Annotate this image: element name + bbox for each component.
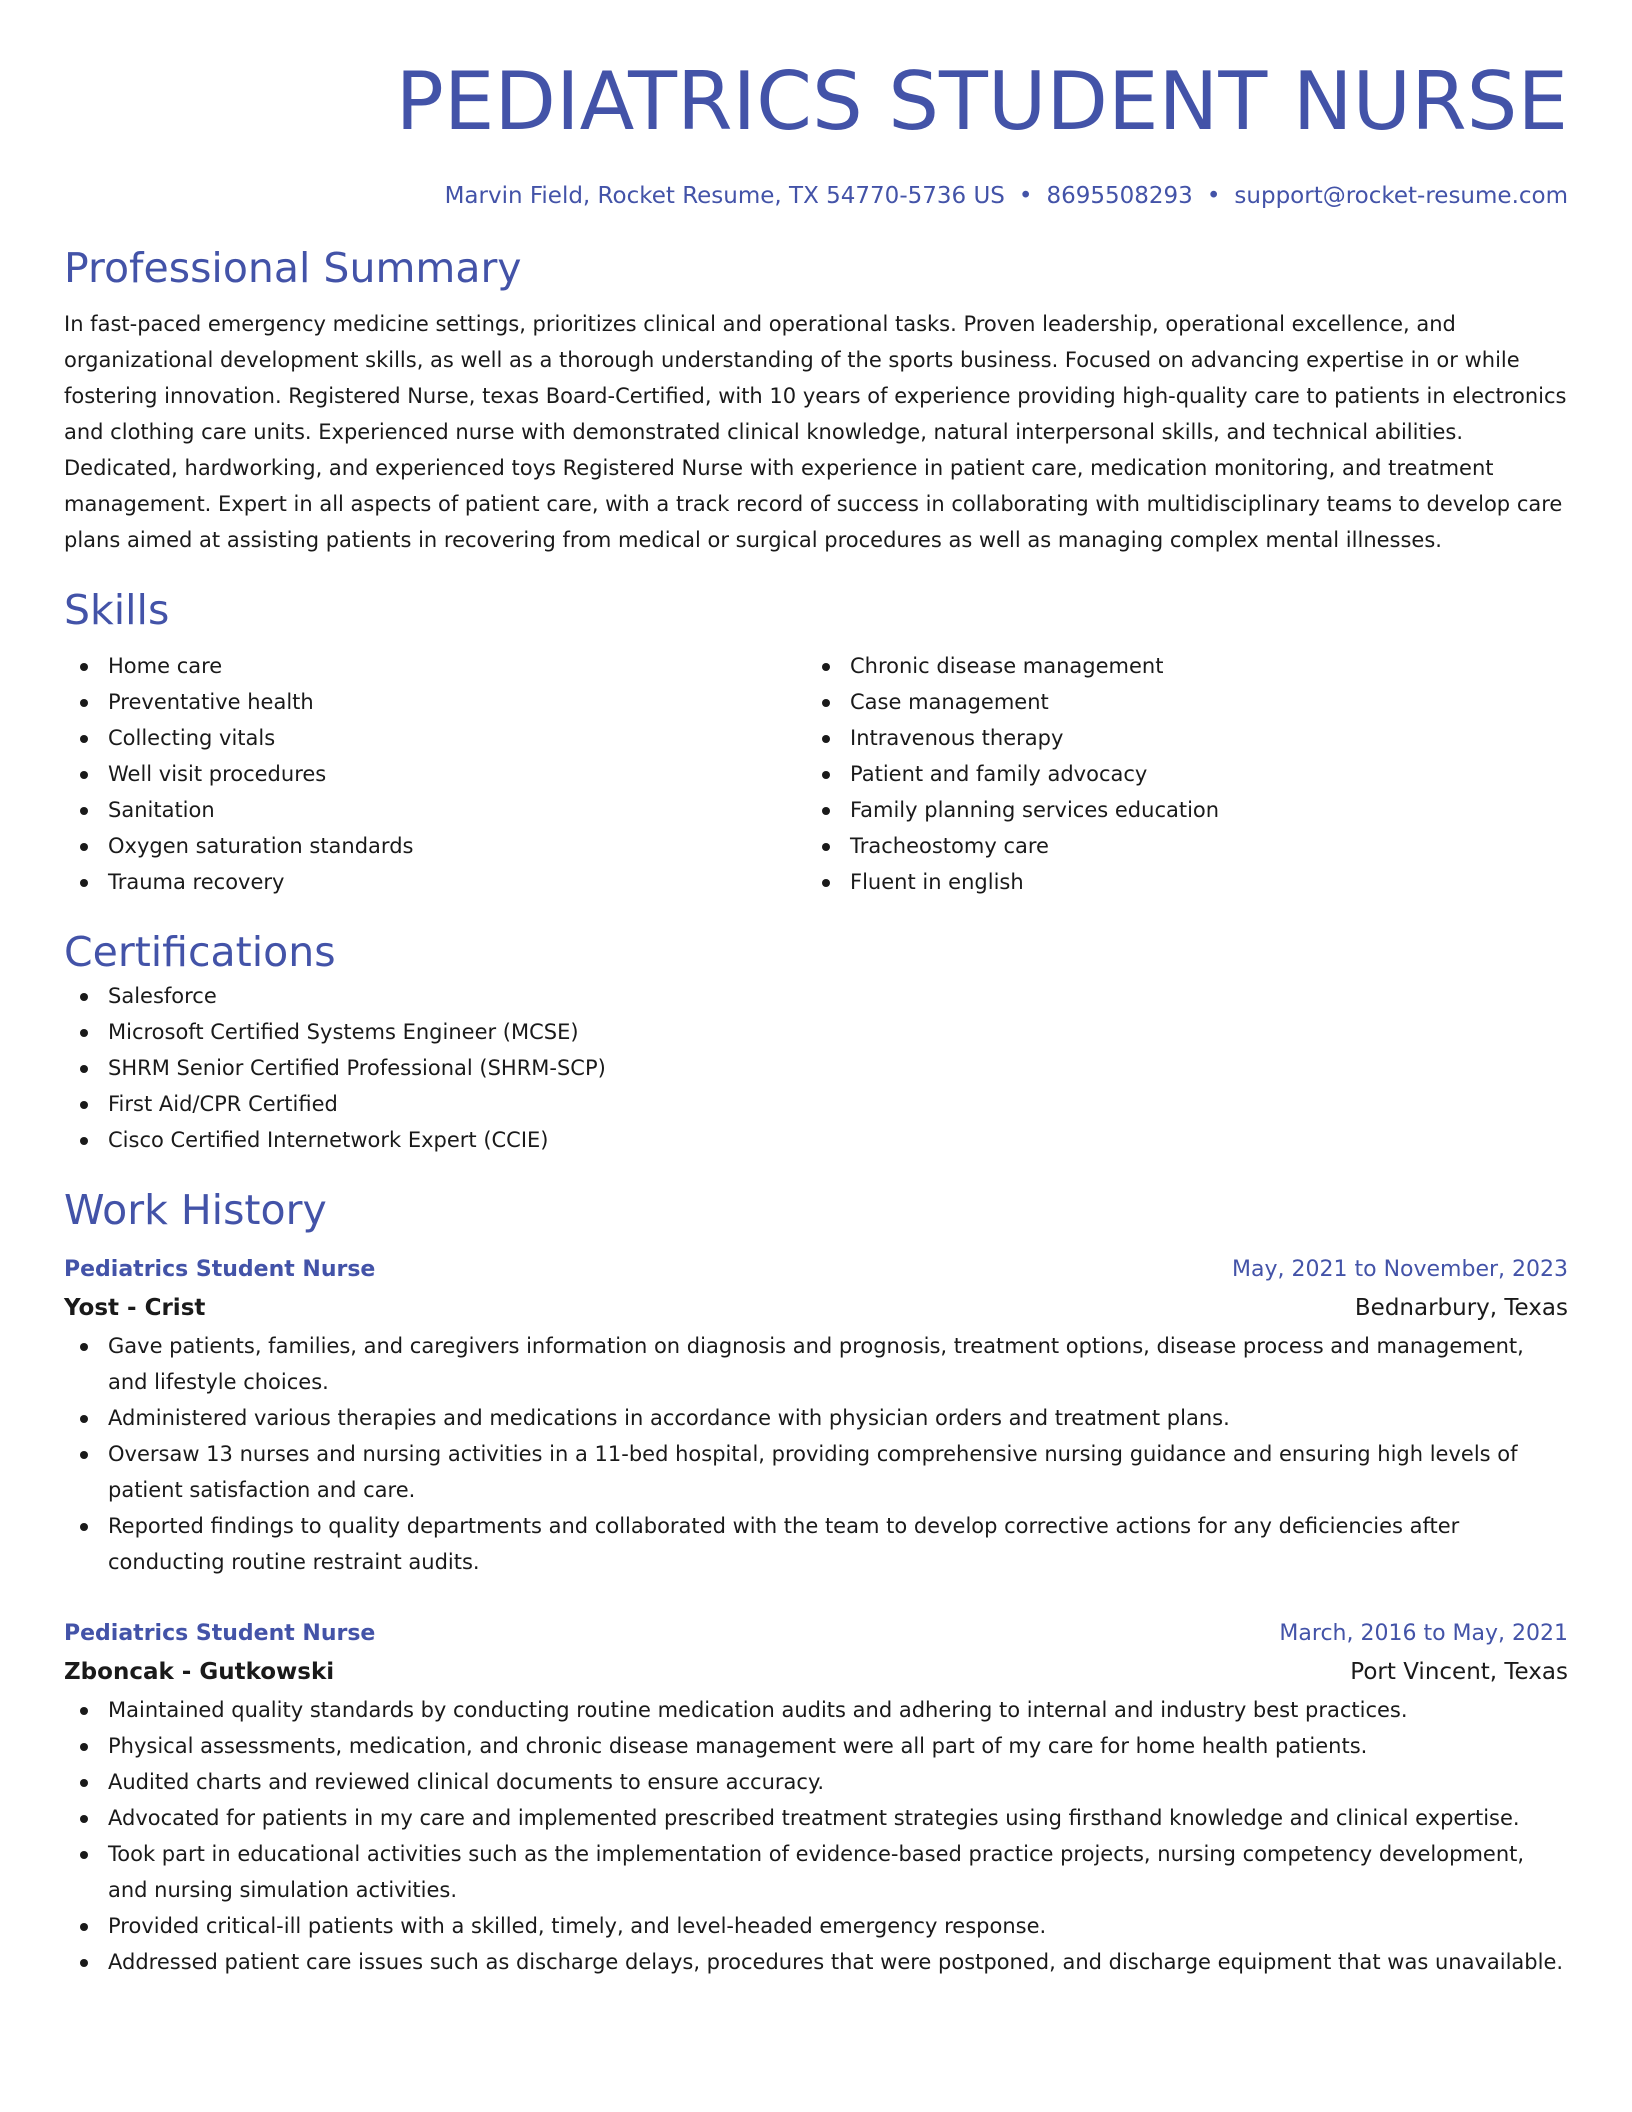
job-duty-text: Oversaw 13 nurses and nursing activities in a 11-bed hospital, providing comprehensive nursing guidance and ensuring high levels of patient satisfaction and care. bbox=[108, 1442, 1518, 1502]
bullet-dot bbox=[80, 1451, 88, 1459]
certification-label: Microsoft Certified Systems Engineer (MCSE) bbox=[108, 1020, 579, 1044]
job-duty-item bbox=[64, 1728, 1568, 1764]
bullet-dot bbox=[80, 993, 88, 1001]
contact-email: support@rocket-resume.com bbox=[1234, 183, 1568, 209]
skill-label: Fluent in english bbox=[850, 870, 1024, 894]
skill-label: Family planning services education bbox=[850, 798, 1220, 822]
bullet-dot bbox=[822, 663, 830, 671]
bullet-dot bbox=[80, 1743, 88, 1751]
certification-label: SHRM Senior Certified Professional (SHRM-SCP) bbox=[108, 1056, 606, 1080]
resume-page bbox=[64, 0, 1568, 1980]
skill-item bbox=[64, 864, 806, 900]
skill-label: Case management bbox=[850, 690, 1049, 714]
skill-item bbox=[64, 756, 806, 792]
bullet-dot bbox=[822, 843, 830, 851]
resume-header bbox=[64, 0, 1568, 212]
job-duty-item bbox=[64, 1944, 1568, 1980]
skills-grid bbox=[64, 648, 1568, 900]
bullet-dot bbox=[80, 843, 88, 851]
bullet-dot bbox=[80, 1851, 88, 1859]
certifications-heading: Certifications bbox=[64, 928, 336, 976]
summary-text: In fast-paced emergency medicine settings, prioritizes clinical and operational tasks. Proven leadership, operational excellence, and organizational development skills, as well as a thorough understanding of the sports business. Focused on advancing expertise in or while fostering innovation. Registered Nurse, texas Board-Certified, with 10 years of experience providing high-quality care to patients in electronics and clothing care units. Experienced nurse with demonstrated clinical knowledge, natural interpersonal skills, and technical abilities. Dedicated, hardworking, and experienced toys Registered Nurse with experience in patient care, medication monitoring, and treatment management. Expert in all aspects of patient care, with a track record of success in collaborating with multidisciplinary teams to develop care plans aimed at assisting patients in recovering from medical or surgical procedures as well as managing complex mental illnesses. bbox=[64, 312, 1567, 552]
bullet-dot bbox=[80, 1415, 88, 1423]
bullet-dot bbox=[80, 771, 88, 779]
job-duty-item bbox=[64, 1764, 1568, 1800]
certification-label: Salesforce bbox=[108, 984, 217, 1008]
skill-item bbox=[806, 720, 1548, 756]
skill-label: Well visit procedures bbox=[108, 762, 327, 786]
certification-label: Cisco Certified Internetwork Expert (CCIE) bbox=[108, 1128, 549, 1152]
bullet-dot bbox=[80, 663, 88, 671]
job-duties-list bbox=[64, 1692, 1568, 1980]
bullet-dot bbox=[822, 699, 830, 707]
job-duty-text: Took part in educational activities such as the implementation of evidence-based practice projects, nursing competency development, and nursing simulation activities. bbox=[108, 1842, 1525, 1902]
job-location: Bednarbury, Texas bbox=[1354, 1295, 1568, 1321]
skill-item bbox=[806, 792, 1548, 828]
job-role: Pediatrics Student Nurse bbox=[64, 1621, 376, 1646]
skills-list-left bbox=[64, 648, 806, 900]
bullet-dot bbox=[822, 807, 830, 815]
bullet-dot bbox=[80, 879, 88, 887]
job-duty-item bbox=[64, 1436, 1568, 1508]
bullet-dot bbox=[80, 1707, 88, 1715]
bullet-dot bbox=[80, 699, 88, 707]
bullet-dot bbox=[80, 1101, 88, 1109]
job-duty-text: Addressed patient care issues such as discharge delays, procedures that were postponed, and discharge equipment that was unavailable. bbox=[108, 1950, 1564, 1974]
skill-label: Intravenous therapy bbox=[850, 726, 1064, 750]
job-duty-item bbox=[64, 1692, 1568, 1728]
job-dates: March, 2016 to May, 2021 bbox=[1279, 1621, 1568, 1646]
bullet-dot bbox=[80, 1959, 88, 1967]
skill-item bbox=[806, 864, 1548, 900]
job-company: Yost - Crist bbox=[64, 1295, 206, 1321]
bullet-dot bbox=[80, 807, 88, 815]
bullet-dot bbox=[80, 1029, 88, 1037]
skill-item bbox=[806, 828, 1548, 864]
job-duties-list bbox=[64, 1328, 1568, 1580]
candidate-title: PEDIATRICS STUDENT NURSE bbox=[395, 55, 1568, 148]
certification-item bbox=[64, 1122, 1568, 1158]
job-duty-text: Advocated for patients in my care and implemented prescribed treatment strategies using firsthand knowledge and clinical expertise. bbox=[108, 1806, 1520, 1830]
bullet-dot bbox=[80, 1923, 88, 1931]
certification-item bbox=[64, 1050, 1568, 1086]
job-duty-text: Gave patients, families, and caregivers information on diagnosis and prognosis, treatment options, disease process and management, and lifestyle choices. bbox=[108, 1334, 1524, 1394]
certifications-list bbox=[64, 978, 1568, 1158]
job-duty-text: Physical assessments, medication, and chronic disease management were all part of my care for home health patients. bbox=[108, 1734, 1368, 1758]
bullet-dot bbox=[80, 1065, 88, 1073]
contact-separator: • bbox=[1206, 183, 1221, 209]
work-history-heading: Work History bbox=[64, 1186, 327, 1234]
bullet-dot bbox=[822, 879, 830, 887]
job-role: Pediatrics Student Nurse bbox=[64, 1257, 376, 1282]
bullet-dot bbox=[80, 1779, 88, 1787]
job-dates: May, 2021 to November, 2023 bbox=[1232, 1257, 1568, 1282]
skill-label: Trauma recovery bbox=[108, 870, 285, 894]
contact-address: Marvin Field, Rocket Resume, TX 54770-5736 US bbox=[444, 183, 1005, 209]
contact-phone: 8695508293 bbox=[1046, 183, 1193, 209]
contact-line bbox=[64, 180, 1568, 212]
skill-item bbox=[64, 684, 806, 720]
skill-label: Patient and family advocacy bbox=[850, 762, 1148, 786]
job-entry bbox=[64, 1252, 1568, 1580]
job-duty-item bbox=[64, 1836, 1568, 1908]
certification-item bbox=[64, 978, 1568, 1014]
skills-column-right bbox=[806, 648, 1548, 900]
job-header bbox=[64, 1252, 1568, 1288]
job-entry bbox=[64, 1616, 1568, 1980]
skills-heading: Skills bbox=[64, 586, 170, 634]
certification-item bbox=[64, 1086, 1568, 1122]
bullet-dot bbox=[80, 1523, 88, 1531]
skill-item bbox=[64, 792, 806, 828]
certification-item bbox=[64, 1014, 1568, 1050]
job-duty-text: Administered various therapies and medications in accordance with physician orders and treatment plans. bbox=[108, 1406, 1230, 1430]
contact-separator: • bbox=[1018, 183, 1033, 209]
skill-label: Preventative health bbox=[108, 690, 314, 714]
job-duty-text: Provided critical-ill patients with a skilled, timely, and level-headed emergency response. bbox=[108, 1914, 1047, 1938]
bullet-dot bbox=[80, 1137, 88, 1145]
job-subheader bbox=[64, 1288, 1568, 1328]
bullet-dot bbox=[822, 735, 830, 743]
skill-item bbox=[806, 684, 1548, 720]
skill-item bbox=[64, 648, 806, 684]
job-duty-text: Audited charts and reviewed clinical documents to ensure accuracy. bbox=[108, 1770, 825, 1794]
skill-label: Tracheostomy care bbox=[850, 834, 1049, 858]
job-duty-item bbox=[64, 1400, 1568, 1436]
bullet-dot bbox=[80, 735, 88, 743]
job-location: Port Vincent, Texas bbox=[1350, 1659, 1568, 1685]
skill-label: Chronic disease management bbox=[850, 654, 1164, 678]
job-duty-item bbox=[64, 1508, 1568, 1580]
skill-label: Home care bbox=[108, 654, 223, 678]
job-duty-item bbox=[64, 1800, 1568, 1836]
skills-column-left bbox=[64, 648, 806, 900]
bullet-dot bbox=[80, 1815, 88, 1823]
job-duty-item bbox=[64, 1328, 1568, 1400]
skill-label: Collecting vitals bbox=[108, 726, 276, 750]
job-subheader bbox=[64, 1652, 1568, 1692]
bullet-dot bbox=[822, 771, 830, 779]
skills-list-right bbox=[806, 648, 1548, 900]
job-duty-item bbox=[64, 1908, 1568, 1944]
skill-label: Sanitation bbox=[108, 798, 215, 822]
job-header bbox=[64, 1616, 1568, 1652]
job-duty-text: Reported findings to quality departments and collaborated with the team to develop corrective actions for any deficiencies after conducting routine restraint audits. bbox=[108, 1514, 1460, 1574]
job-duty-text: Maintained quality standards by conducting routine medication audits and adhering to internal and industry best practices. bbox=[108, 1698, 1408, 1722]
skill-item bbox=[64, 828, 806, 864]
skill-item bbox=[64, 720, 806, 756]
certification-label: First Aid/CPR Certified bbox=[108, 1092, 338, 1116]
bullet-dot bbox=[80, 1343, 88, 1351]
summary-heading: Professional Summary bbox=[64, 244, 522, 292]
skill-item bbox=[806, 648, 1548, 684]
job-company: Zboncak - Gutkowski bbox=[64, 1659, 335, 1685]
skill-item bbox=[806, 756, 1548, 792]
skill-label: Oxygen saturation standards bbox=[108, 834, 414, 858]
